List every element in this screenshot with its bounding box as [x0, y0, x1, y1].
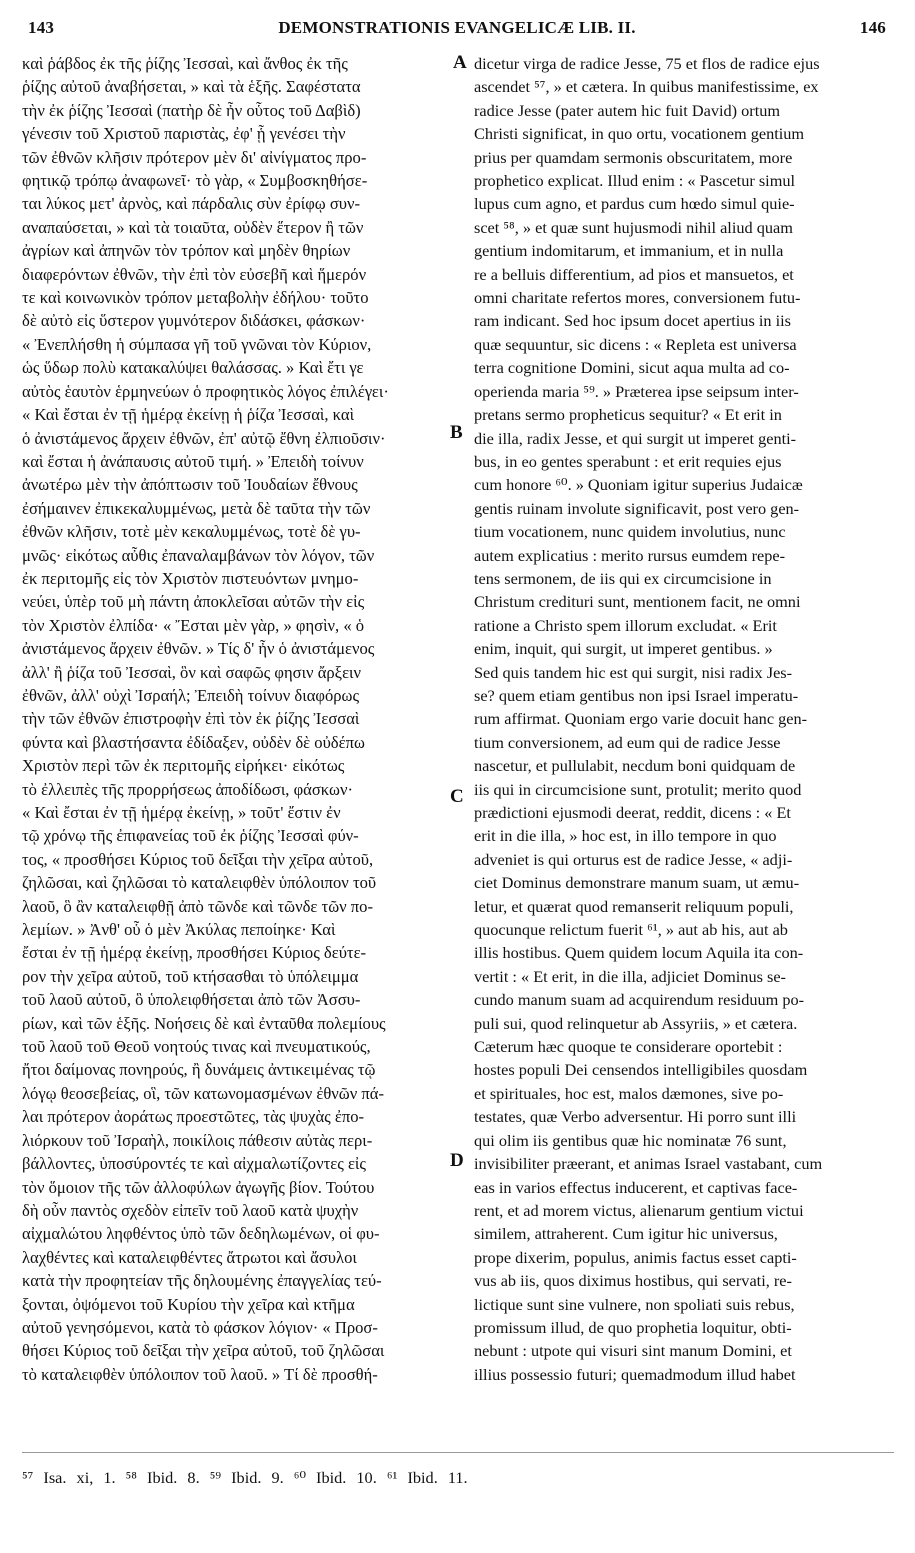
- greek-text-line: τὸν Χριστὸν ἐλπίδα· « Ἔσται μὲν γὰρ, » φησὶν, « ὁ: [22, 615, 365, 635]
- latin-text-line: prophetico explicat. Illud enim : « Pascetur simul: [474, 171, 796, 191]
- greek-text-line: δὴ οὖν παντὸς σχεδὸν εἰπεῖν τοῦ λαοῦ κατὰ ψυχὴν: [22, 1200, 359, 1220]
- latin-text-line: lictique sunt sine vulnere, non spoliati suis rebus,: [474, 1294, 795, 1314]
- latin-text-line: nascetur, et pullulabit, necdum boni quidquam de: [474, 756, 796, 776]
- latin-column: [474, 52, 894, 1386]
- greek-text-line: ἀλλ' ἢ ῥίζα τοῦ Ἰεσσαὶ, ὃν καὶ σαφῶς φησιν ἄρξειν: [22, 662, 362, 682]
- greek-text-line: τε καὶ κοινωνικὸν τρόπον μεταβολὴν ἐδήλου· τοῦτο: [22, 288, 369, 308]
- footnotes: ⁵⁷ Isa. xi, 1. ⁵⁸ Ibid. 8. ⁵⁹ Ibid. 9. ⁶⁰ Ibid. 10. ⁶¹ Ibid. 11.: [22, 1468, 468, 1487]
- latin-text-line: et spirituales, hoc est, malos dæmones, sive po-: [474, 1083, 784, 1103]
- greek-text-line: λαχθέντες καὶ καταλειφθέντες ἄτρωτοι καὶ ἄσυλοι: [22, 1247, 357, 1267]
- latin-text-line: illis hostibus. Quem quidem locum Aquila ita con-: [474, 943, 804, 963]
- latin-text-line: qui olim iis gentibus quæ hic nominatæ 76 sunt,: [474, 1130, 787, 1150]
- latin-text-line: adveniet is qui orturus est de radice Jesse, « adji-: [474, 849, 793, 869]
- greek-text-line: τῷ χρόνῳ τῆς ἐπιφανείας τοῦ ἐκ ῥίζης Ἰεσσαὶ φύν-: [22, 826, 359, 846]
- latin-text-line: operienda maria ⁵⁹. » Præterea ipse seipsum inter-: [474, 381, 799, 401]
- greek-text-line: τὸ καταλειφθὲν ὑπόλοιπον τοῦ λαοῦ. » Τί δὲ προσθή-: [22, 1364, 378, 1384]
- latin-text-line: cum honore ⁶⁰. » Quoniam igitur superius Judaicæ: [474, 475, 803, 495]
- greek-text-line: ἀγρίων καὶ ἀπηνῶν τὸν τρόπον καὶ μηδὲν θηρίων: [22, 241, 351, 261]
- latin-text-line: cundo manum suam ad acquirendum residuum po-: [474, 990, 805, 1010]
- section-marker-a: A: [453, 52, 467, 73]
- page-number-right: 146: [859, 18, 886, 37]
- greek-text-line: Χριστὸν περὶ τῶν ἐκ περιτομῆς εἰρήκει· εἰκότως: [22, 756, 345, 776]
- section-marker-b: B: [450, 422, 463, 443]
- latin-text-line: radice Jesse (pater autem hic fuit David) ortum: [474, 100, 781, 120]
- latin-text-line: gentis ruinam involute significavit, post vero gen-: [474, 498, 800, 518]
- latin-text-line: invisibiliter præerant, et animas Israel vastabant, cum: [474, 1154, 823, 1174]
- greek-text-line: φύντα καὶ βλαστήσαντα ἐδίδαξεν, οὐδὲν δὲ οὐδέπω: [22, 732, 365, 752]
- greek-text-line: κατὰ τὴν προφητείαν τῆς δηλουμένης ἐπαγγελίας τεύ-: [22, 1271, 382, 1291]
- greek-text-line: « Καὶ ἔσται ἐν τῇ ἡμέρᾳ ἐκείνῃ, » τοῦτ' ἔστιν ἐν: [22, 803, 341, 822]
- latin-text-line: eas in varios effectus inducerent, et captivas face-: [474, 1177, 798, 1197]
- greek-text-line: ὁ ἀνιστάμενος ἄρχειν ἐθνῶν, ἐπ' αὐτῷ ἔθνη ἐλπιοῦσιν·: [22, 428, 386, 448]
- greek-text-line: τὸν ὅμοιον τῆς τῶν ἀλλοφύλων ἀγωγῆς βίον. Τούτου: [22, 1177, 375, 1197]
- latin-text-line: nebunt : utpote qui visuri sint manum Domini, et: [474, 1341, 792, 1361]
- latin-text-line: prædictioni ejusmodi deerat, reddit, dicens : « Et: [474, 803, 791, 822]
- latin-text-line: similem, attraherent. Cum igitur hic universus,: [474, 1224, 778, 1244]
- greek-text-line: ἀνωτέρω μὲν τὴν ἀπόπτωσιν τοῦ Ἰουδαίων ἔθνους: [22, 475, 358, 495]
- greek-text-line: διαφερόντων ἐθνῶν, τὴν ἐπὶ τὸν εὐσεβῆ καὶ ἥμερόν: [22, 264, 367, 284]
- greek-text-line: ρον τὴν χεῖρα αὐτοῦ, τοῦ κτήσασθαι τὸ ὑπόλειμμα: [22, 966, 359, 986]
- latin-text-line: erit in die illa, » hoc est, in illo tempore in quo: [474, 826, 777, 846]
- greek-text-line: αναπαύσεται, » καὶ τὰ τοιαῦτα, οὐδὲν ἕτερον ἢ τῶν: [22, 217, 364, 237]
- latin-text-line: tens sermonem, de iis qui ex circumcisione in: [474, 568, 772, 588]
- latin-text-line: tium conversionem, ad eum qui de radice Jesse: [474, 732, 781, 752]
- greek-text-line: τοῦ λαοῦ τοῦ Θεοῦ νοητούς τινας καὶ πνευματικούς,: [22, 1037, 371, 1057]
- greek-text-line: γένεσιν τοῦ Χριστοῦ παριστὰς, ἐφ' ᾗ γενέσει τὴν: [22, 124, 346, 144]
- footnote-divider: [22, 1452, 894, 1453]
- latin-text-line: promissum illud, de quo prophetia loquitur, obti-: [474, 1317, 792, 1337]
- greek-text-line: τος, « προσθήσει Κύριος τοῦ δεῖξαι τὴν χεῖρα αὐτοῦ,: [22, 849, 374, 869]
- greek-text-line: καὶ ῥάβδος ἐκ τῆς ῥίζης Ἰεσσαὶ, καὶ ἄνθος ἐκ τῆς: [22, 54, 348, 73]
- latin-text-line: lupus cum agno, et pardus cum hœdo simul quie-: [474, 194, 795, 214]
- latin-text-line: prope dixerim, populus, animis factus esset capti-: [474, 1247, 797, 1267]
- greek-text-line: ἐσήμαινεν ἐπικεκαλυμμένως, μετὰ δὲ ταῦτα τὴν τῶν: [22, 498, 371, 518]
- greek-text-line: « Ἐνεπλήσθη ἡ σύμπασα γῆ τοῦ γνῶναι τὸν Κύριον,: [22, 334, 372, 354]
- greek-text-line: τὸ ἐλλειπὲς τῆς προρρήσεως ἀποδίδωσι, φάσκων·: [22, 779, 353, 799]
- latin-text-line: die illa, radix Jesse, et qui surgit ut imperet genti-: [474, 428, 797, 448]
- running-title: DEMONSTRATIONIS EVANGELICÆ LIB. II.: [278, 18, 636, 37]
- latin-text-line: terra cognitione Domini, sicut aqua multa ad co-: [474, 358, 790, 378]
- latin-text-line: testates, quæ Verbo adversentur. Hi porro sunt illi: [474, 1107, 797, 1127]
- greek-text-line: δὲ αὐτὸ εἰς ὕστερον γυμνότερον διδάσκει, φάσκων·: [22, 311, 366, 331]
- latin-text-line: iis qui in circumcisione sunt, protulit; merito quod: [474, 779, 802, 799]
- latin-text-line: prius per quamdam sermonis obscuritatem, more: [474, 147, 793, 167]
- greek-text-line: λαοῦ, ὃ ἂν καταλειφθῇ ἀπὸ τῶνδε καὶ τῶνδε τῶν πο-: [22, 896, 373, 916]
- latin-text-line: tium vocationem, nunc quidem involutius, nunc: [474, 522, 786, 542]
- latin-text-line: illius possessio futuri; quemadmodum illud habet: [474, 1364, 796, 1384]
- greek-text-line: ρίων, καὶ τῶν ἑξῆς. Νοήσεις δὲ καὶ ἐνταῦθα πολεμίους: [22, 1013, 386, 1033]
- greek-text-line: ἐθνῶν, ἀλλ' οὐχὶ Ἰσραήλ; Ἐπειδὴ τοίνυν διαφόρως: [22, 685, 360, 705]
- latin-text-line: pretans sermo propheticus sequitur? « Et erit in: [474, 405, 782, 425]
- greek-text-line: μνῶς· εἰκότως αὖθις ἐπαναλαμβάνων τὸν λόγον, τῶν: [22, 545, 375, 565]
- greek-text-line: αὐτοῦ γενησόμενοι, κατὰ τὸ φάσκον λόγιον· « Προσ-: [22, 1317, 378, 1337]
- greek-text-line: θήσει Κύριος τοῦ δεῖξαι τὴν χεῖρα αὐτοῦ, τοῦ ζηλῶσαι: [22, 1341, 385, 1361]
- greek-text-line: αἰχμαλώτου ληφθέντος ὑπὸ τῶν δεδηλωμένων, οἱ φυ-: [22, 1224, 380, 1244]
- greek-text-line: ἔσται ἐν τῇ ἡμέρᾳ ἐκείνῃ, προσθήσει Κύριος δεύτε-: [22, 943, 367, 963]
- latin-text-line: bus, in eo gentes sperabunt : et erit requies ejus: [474, 451, 782, 471]
- latin-text-line: gentium indomitarum, et immanium, et in nulla: [474, 241, 784, 261]
- latin-text-line: Christi significat, in quo ortu, vocationem gentium: [474, 124, 805, 144]
- greek-text-line: ἐθνῶν κλῆσιν, τοτὲ μὲν κεκαλυμμένως, τοτὲ δὲ γυ-: [22, 522, 361, 542]
- latin-text-line: hostes populi Dei censendos intelligibiles quosdam: [474, 1060, 808, 1080]
- latin-text-line: rum affirmat. Quoniam ergo varie docuit hanc gen-: [474, 709, 808, 729]
- greek-column: [22, 52, 452, 1386]
- latin-text-line: enim, inquit, qui surgit, ut imperet gentibus. »: [474, 639, 773, 659]
- greek-text-line: λαι πρότερον ἀοράτως προεστῶτες, τὰς ψυχὰς ἐπο-: [22, 1107, 365, 1127]
- greek-text-line: ῥίζης αὐτοῦ ἀναβήσεται, » καὶ τὰ ἑξῆς. Σαφέστατα: [22, 77, 361, 97]
- latin-text-line: dicetur virga de radice Jesse, 75 et flos de radice ejus: [474, 54, 820, 73]
- page-header: [28, 18, 886, 44]
- latin-text-line: ratione a Christo spem illorum excludat. « Erit: [474, 615, 777, 635]
- latin-text-line: autem explicatius : merito rursus eumdem repe-: [474, 545, 786, 565]
- latin-text-line: quæ sequuntur, sic dicens : « Repleta est universa: [474, 334, 797, 354]
- latin-text-line: puli sui, quod relinquetur ab Assyriis, » et cætera.: [474, 1013, 798, 1033]
- greek-text-line: καὶ ἔσται ἡ ἀνάπαυσις αὐτοῦ τιμή. » Ἐπειδὴ τοίνυν: [22, 451, 364, 471]
- greek-text-line: ὡς ὕδωρ πολὺ κατακαλύψει θαλάσσας. » Καὶ ἔτι γε: [22, 358, 364, 378]
- greek-text-line: φητικῷ τρόπῳ ἀναφωνεῖ· τὸ γὰρ, « Συμβοσκηθήσε-: [22, 171, 368, 191]
- latin-text-line: ascendet ⁵⁷, » et cætera. In quibus manifestissime, ex: [474, 77, 819, 97]
- latin-text-line: ciet Dominus demonstrare manum suam, ut æmu-: [474, 873, 800, 893]
- latin-text-line: rent, et ad morem victus, alienarum gentium victui: [474, 1200, 804, 1220]
- latin-text-line: Christum credituri sunt, mentionem facit, ne omni: [474, 592, 801, 612]
- greek-text-line: νεύει, ὑπὲρ τοῦ μὴ πάντη ἀποκλεῖσαι αὐτῶν τὴν εἰς: [22, 592, 365, 612]
- latin-text-line: omni charitate refertos mores, conversionem futu-: [474, 288, 801, 308]
- latin-text-line: Sed quis tandem hic est qui surgit, nisi radix Jes-: [474, 662, 793, 682]
- latin-text-line: Cæterum hæc quoque te considerare oportebit :: [474, 1037, 783, 1057]
- greek-text-line: τὴν ἐκ ῥίζης Ἰεσσαὶ (πατὴρ δὲ ἦν οὗτος τοῦ Δαβὶδ): [22, 100, 361, 120]
- section-marker-c: C: [450, 786, 464, 807]
- greek-text-line: λεμίων. » Ἀνθ' οὗ ὁ μὲν Ἀκύλας πεποίηκε· Καὶ: [22, 920, 336, 940]
- greek-text-line: αὐτὸς ἑαυτὸν ἑρμηνεύων ὁ προφητικὸς λόγος ἐπιλέγει·: [22, 381, 389, 401]
- page-number-left: 143: [28, 18, 55, 37]
- latin-text-line: quocunque relictum fuerit ⁶¹, » aut ab his, aut ab: [474, 920, 788, 940]
- greek-text-line: τοῦ λαοῦ αὐτοῦ, ὃ ὑπολειφθήσεται ἀπὸ τῶν Ἀσσυ-: [22, 990, 361, 1010]
- greek-text-line: τὴν τῶν ἐθνῶν ἐπιστροφὴν ἐπὶ τὸν ἐκ ῥίζης Ἰεσσαὶ: [22, 709, 360, 729]
- latin-text-line: re a belluis differentium, ad pios et mansuetos, et: [474, 264, 794, 284]
- latin-text-line: ram indicant. Sed hoc ipsum docet apertius in iis: [474, 311, 791, 331]
- greek-text-line: ἐκ περιτομῆς εἰς τὸν Χριστὸν πιστευόντων μνημο-: [22, 568, 359, 588]
- greek-text-line: ἀνιστάμενος ἄρχειν ἐθνῶν. » Τίς δ' ἦν ὁ ἀνιστάμενος: [22, 639, 375, 659]
- section-marker-d: D: [450, 1150, 464, 1171]
- greek-text-line: λιόρκουν τοῦ Ἰσραὴλ, ποικίλοις πάθεσιν αὐτὰς περι-: [22, 1130, 373, 1150]
- greek-text-line: ται λύκος μετ' ἀρνὸς, καὶ πάρδαλις σὺν ἐρίφῳ συν-: [22, 194, 361, 214]
- greek-text-line: « Καὶ ἔσται ἐν τῇ ἡμέρᾳ ἐκείνῃ ἡ ῥίζα Ἰεσσαὶ, καὶ: [22, 405, 355, 425]
- greek-text-line: ἤτοι δαίμονας πονηρούς, ἢ δυνάμεις ἀντικειμένας τῷ: [22, 1060, 376, 1080]
- latin-text-line: vertit : « Et erit, in die illa, adjiciet Dominus se-: [474, 966, 786, 986]
- latin-text-line: se? quem etiam gentibus non ipsi Israel imperatu-: [474, 685, 799, 705]
- latin-text-line: scet ⁵⁸, » et quæ sunt hujusmodi nihil aliud quam: [474, 217, 793, 237]
- greek-text-line: λόγῳ θεοσεβείας, οἳ, τῶν κατωνομασμένων ἐθνῶν πά-: [22, 1083, 384, 1103]
- latin-text-line: vus ab iis, quos diximus hostibus, qui servati, re-: [474, 1271, 792, 1291]
- greek-text-line: ξονται, ὀψόμενοι τοῦ Κυρίου τὴν χεῖρα καὶ κτῆμα: [22, 1294, 355, 1314]
- latin-text-line: letur, et quærat quod remanserit reliquum populi,: [474, 896, 794, 916]
- greek-text-line: ζηλῶσαι, καὶ ζηλῶσαι τὸ καταλειφθὲν ὑπόλοιπον τοῦ: [22, 873, 377, 893]
- greek-text-line: βάλλοντες, ὑποσύροντές τε καὶ αἰχμαλωτίζοντες εἰς: [22, 1154, 366, 1174]
- greek-text-line: τῶν ἐθνῶν κλῆσιν πρότερον μὲν δι' αἰνίγματος προ-: [22, 147, 367, 167]
